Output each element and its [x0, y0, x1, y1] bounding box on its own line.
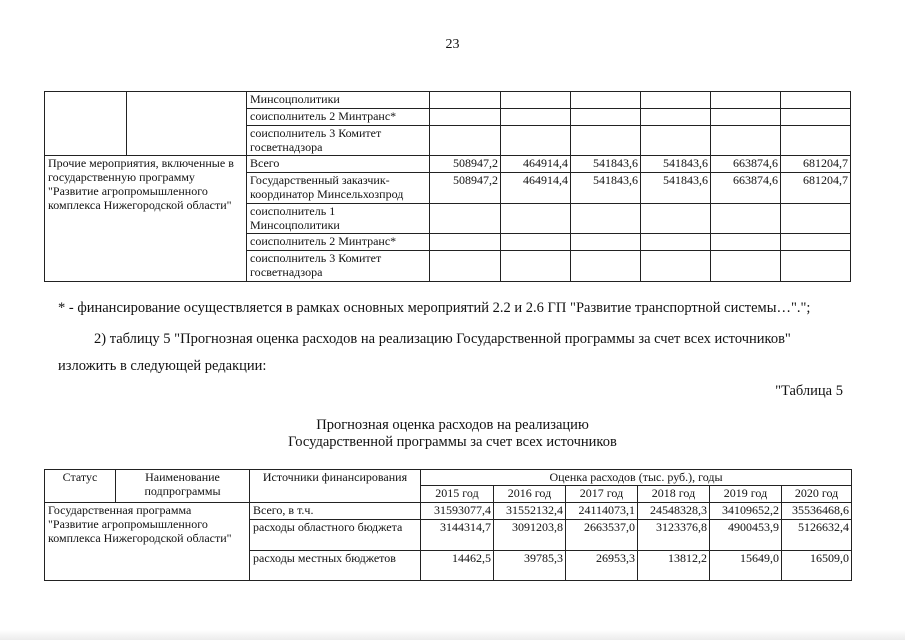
table-caption-line2: Государственной программы за счет всех источников: [288, 434, 617, 450]
source-cell: Минсоцполитики: [247, 92, 430, 109]
value-cell: 14462,5: [421, 551, 494, 581]
subprogram-cell-empty: [127, 92, 247, 156]
value-cell: 464914,4: [501, 173, 571, 204]
value-cell: 663874,6: [711, 156, 781, 173]
value-cell: 13812,2: [638, 551, 710, 581]
value-cell: [430, 126, 501, 156]
source-cell: соисполнитель 3 Комитет госветнадзора: [247, 251, 430, 282]
value-cell: [641, 204, 711, 234]
value-cell: [501, 234, 571, 251]
value-cell: 508947,2: [430, 173, 501, 204]
source-cell: соисполнитель 3 Комитет госветнадзора: [247, 126, 430, 156]
value-cell: [641, 251, 711, 282]
source-cell: соисполнитель 1 Минсоцполитики: [247, 204, 430, 234]
header-year: 2017 год: [566, 486, 638, 503]
value-cell: 541843,6: [641, 156, 711, 173]
value-cell: 34109652,2: [710, 503, 782, 520]
value-cell: [641, 109, 711, 126]
table-row: [45, 503, 852, 520]
value-cell: 16509,0: [782, 551, 852, 581]
source-cell: соисполнитель 2 Минтранс*: [247, 234, 430, 251]
value-cell: 3144314,7: [421, 520, 494, 551]
value-cell: [711, 92, 781, 109]
value-cell: 681204,7: [781, 173, 851, 204]
table-row: [45, 156, 851, 173]
value-cell: [781, 126, 851, 156]
header-year: 2016 год: [494, 486, 566, 503]
value-cell: [501, 126, 571, 156]
header-year: 2020 год: [782, 486, 852, 503]
header-subprogram: Наименование подпрограммы: [116, 470, 250, 503]
source-cell: расходы областного бюджета: [250, 520, 421, 551]
status-cell-empty: [45, 92, 127, 156]
value-cell: 26953,3: [566, 551, 638, 581]
value-cell: [641, 126, 711, 156]
header-status: Статус: [45, 470, 116, 503]
value-cell: [781, 109, 851, 126]
source-cell: Государственный заказчик-координатор Минсельхозпрод: [247, 173, 430, 204]
header-year: 2019 год: [710, 486, 782, 503]
value-cell: [501, 92, 571, 109]
value-cell: 541843,6: [571, 156, 641, 173]
forecast-table: [44, 469, 852, 581]
value-cell: [501, 109, 571, 126]
value-cell: [781, 251, 851, 282]
value-cell: 508947,2: [430, 156, 501, 173]
value-cell: [501, 204, 571, 234]
value-cell: [501, 251, 571, 282]
value-cell: 4900453,9: [710, 520, 782, 551]
value-cell: [781, 234, 851, 251]
value-cell: [571, 234, 641, 251]
table-reference: "Таблица 5: [775, 383, 843, 399]
value-cell: [571, 109, 641, 126]
value-cell: 35536468,6: [782, 503, 852, 520]
page-number: 23: [445, 37, 460, 52]
value-cell: 39785,3: [494, 551, 566, 581]
value-cell: 663874,6: [711, 173, 781, 204]
header-row: [45, 470, 852, 486]
source-cell: Всего, в т.ч.: [250, 503, 421, 520]
value-cell: 5126632,4: [782, 520, 852, 551]
value-cell: [571, 92, 641, 109]
value-cell: 24548328,3: [638, 503, 710, 520]
funding-table-continued: [44, 91, 851, 282]
value-cell: [711, 251, 781, 282]
value-cell: [711, 109, 781, 126]
source-cell: расходы местных бюджетов: [250, 551, 421, 581]
value-cell: [641, 92, 711, 109]
value-cell: [641, 234, 711, 251]
value-cell: [571, 204, 641, 234]
value-cell: [711, 126, 781, 156]
table-row: [45, 92, 851, 109]
source-cell: Всего: [247, 156, 430, 173]
value-cell: 464914,4: [501, 156, 571, 173]
value-cell: 541843,6: [641, 173, 711, 204]
source-cell: соисполнитель 2 Минтранс*: [247, 109, 430, 126]
value-cell: 15649,0: [710, 551, 782, 581]
table-caption-line1: Прогнозная оценка расходов на реализацию: [316, 417, 589, 433]
value-cell: [781, 204, 851, 234]
value-cell: [781, 92, 851, 109]
value-cell: 31593077,4: [421, 503, 494, 520]
header-sources: Источники финансирования: [250, 470, 421, 503]
value-cell: [430, 251, 501, 282]
value-cell: [430, 204, 501, 234]
footnote: * - финансирование осуществляется в рамках основных мероприятий 2.2 и 2.6 ГП "Развитие транспортной системы…".";: [58, 300, 811, 316]
value-cell: 3091203,8: [494, 520, 566, 551]
paragraph-table5-intro: 2) таблицу 5 "Прогнозная оценка расходов на реализацию Государственной программы за счет всех источников": [94, 331, 791, 347]
value-cell: 541843,6: [571, 173, 641, 204]
value-cell: 2663537,0: [566, 520, 638, 551]
scan-bottom-shadow: [0, 630, 905, 640]
header-year: 2015 год: [421, 486, 494, 503]
status-program-cell: [45, 503, 250, 581]
value-cell: 24114073,1: [566, 503, 638, 520]
value-cell: [430, 234, 501, 251]
other-measures-cell: Прочие мероприятия, включенные в государственную программу "Развитие агропромышленного комплекса Нижегородской области": [45, 156, 247, 282]
value-cell: 31552132,4: [494, 503, 566, 520]
value-cell: [711, 204, 781, 234]
status-program-text: Государственная программа "Развитие агропромышленного комплекса Нижегородской области": [48, 503, 232, 545]
header-estimate: Оценка расходов (тыс. руб.), годы: [421, 470, 852, 486]
value-cell: [430, 109, 501, 126]
value-cell: [571, 126, 641, 156]
value-cell: 681204,7: [781, 156, 851, 173]
value-cell: [711, 234, 781, 251]
header-year: 2018 год: [638, 486, 710, 503]
paragraph-edit-note: изложить в следующей редакции:: [58, 358, 267, 374]
value-cell: 3123376,8: [638, 520, 710, 551]
value-cell: [571, 251, 641, 282]
value-cell: [430, 92, 501, 109]
